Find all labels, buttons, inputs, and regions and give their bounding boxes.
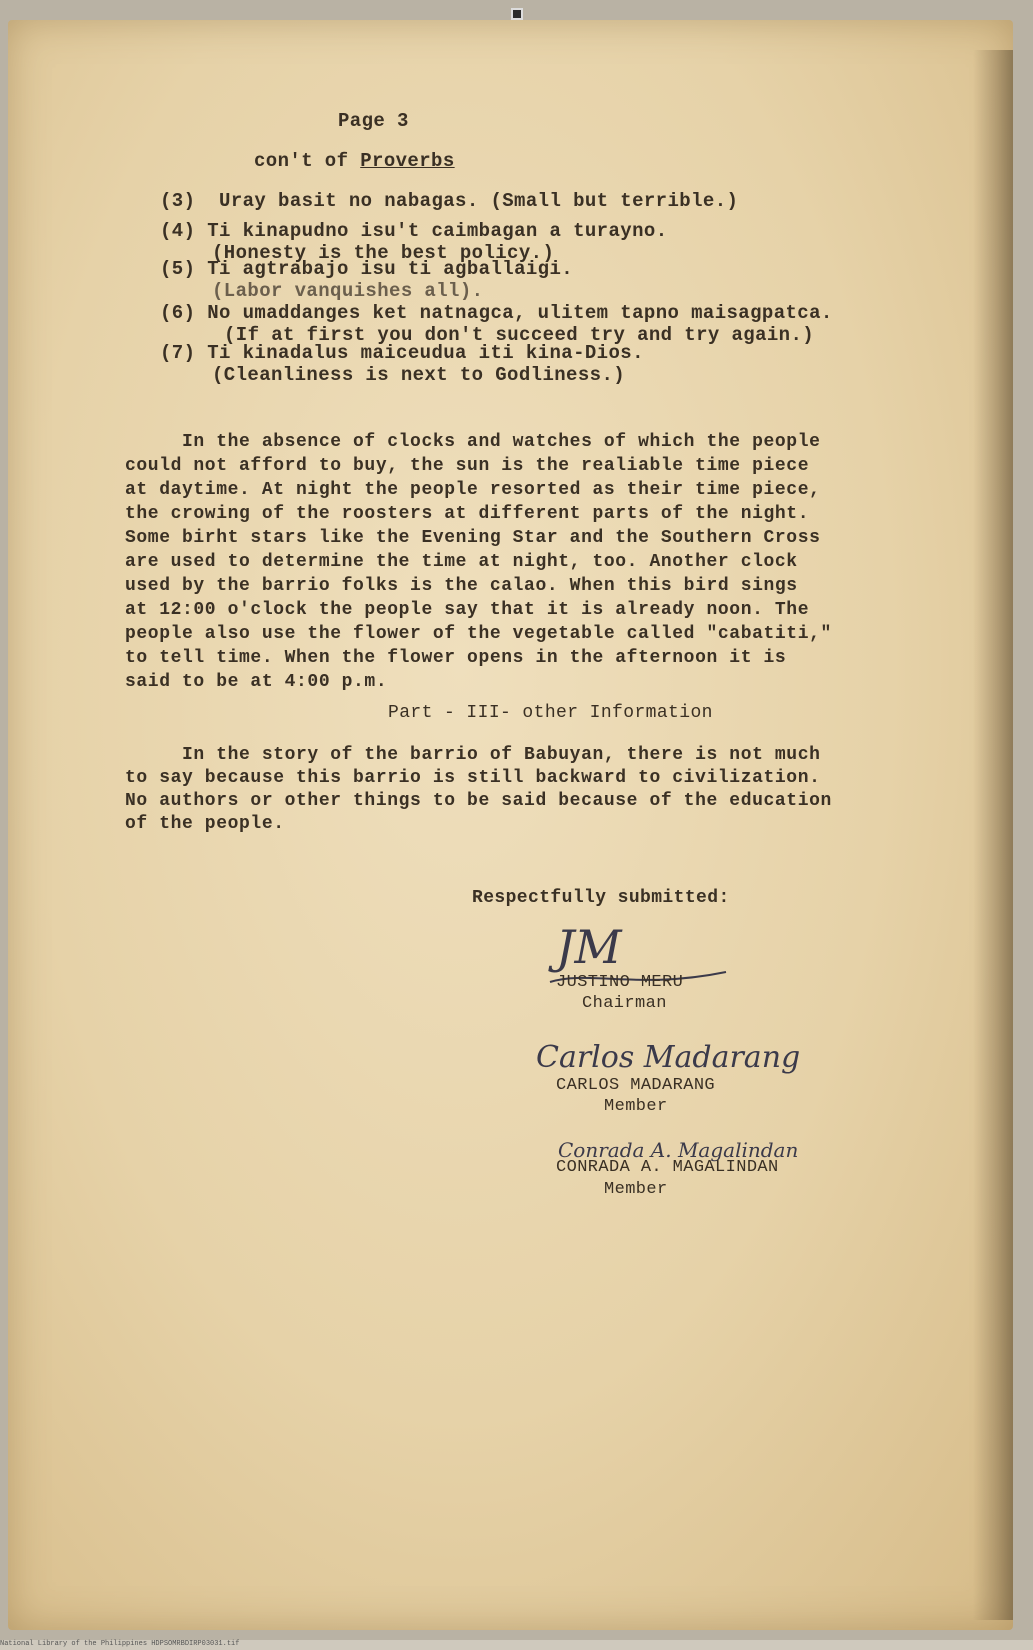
paragraph2-line: to say because this barrio is still backward to civilization. (125, 768, 821, 788)
proverb-number: (4) (160, 220, 196, 242)
signature-member-2: Conrada A. Magalindan (558, 1138, 799, 1162)
page-number: Page 3 (338, 110, 409, 132)
proverb-number: (7) (160, 342, 196, 364)
paragraph1-line: Some birht stars like the Evening Star and the Southern Cross (125, 528, 821, 548)
signatory-name: CARLOS MADARANG (556, 1076, 716, 1095)
signature-member-1: Carlos Madarang (536, 1040, 801, 1075)
paragraph1-line: used by the barrio folks is the calao. When this bird sings (125, 576, 798, 596)
proverb-6 (160, 302, 833, 324)
part3-title: Part - III- other Information (388, 703, 713, 723)
proverb-7-translation: (Cleanliness is next to Godliness.) (212, 364, 626, 386)
proverb-text: Ti kinadalus maiceudua iti kina-Dios. (207, 342, 644, 364)
footer-caption: National Library of the Philippines HDPSOMRBDIRP03031.tif (0, 1640, 1033, 1650)
paragraph2-line: No authors or other things to be said because of the education (125, 791, 832, 811)
paragraph2-line: of the people. (125, 814, 285, 834)
proverb-number: (6) (160, 302, 196, 324)
proverb-text: Uray basit no nabagas. (Small but terrible.) (219, 190, 739, 212)
proverb-3 (160, 190, 738, 212)
paragraph1-line: are used to determine the time at night, too. Another clock (125, 552, 798, 572)
signatory-name: CONRADA A. MAGALINDAN (556, 1158, 779, 1177)
proverb-text: No umaddanges ket natnagca, ulitem tapno maisagpatca. (207, 302, 833, 324)
paragraph1-line: could not afford to buy, the sun is the realiable time piece (125, 456, 810, 476)
proverb-5-translation: (Labor vanquishes all). (212, 280, 484, 302)
paragraph1-line: to tell time. When the flower opens in the afternoon it is (125, 648, 787, 668)
paragraph1-line: at daytime. At night the people resorted as their time piece, (125, 480, 821, 500)
page-edge-shadow (973, 50, 1013, 1620)
signatory-role: Member (604, 1097, 668, 1116)
proverb-4 (160, 220, 668, 242)
paragraph1-line: people also use the flower of the vegetable called "cabatiti," (125, 624, 832, 644)
signatory-role: Chairman (582, 994, 667, 1013)
signature-chairman: JM (556, 920, 622, 974)
paragraph1-line: the crowing of the roosters at different parts of the night. (125, 504, 810, 524)
proverb-text: Ti agtrabajo isu ti agballaigi. (207, 258, 574, 280)
paragraph2-line: In the story of the barrio of Babuyan, there is not much (125, 745, 821, 765)
heading-title: Proverbs (360, 150, 455, 172)
scan-marker-icon (511, 8, 523, 20)
heading-prefix: con't of (254, 150, 361, 172)
paragraph1-line: at 12:00 o'clock the people say that it is already noon. The (125, 600, 810, 620)
signatory-role: Member (604, 1180, 668, 1199)
closing-text: Respectfully submitted: (472, 888, 730, 908)
proverb-text: Ti kinapudno isu't caimbagan a turayno. (207, 220, 668, 242)
proverb-number: (3) (160, 190, 196, 212)
proverb-7 (160, 342, 644, 364)
paragraph1-line: said to be at 4:00 p.m. (125, 672, 388, 692)
proverb-4-translation: (Honesty is the best policy.) (212, 242, 555, 264)
proverb-number: (5) (160, 258, 196, 280)
signatory-name: JUSTINO MERU (556, 973, 684, 992)
proverb-5 (160, 258, 573, 280)
proverb-6-translation: (If at first you don't succeed try and try again.) (224, 324, 815, 346)
section-heading (254, 150, 455, 172)
paragraph1-line: In the absence of clocks and watches of which the people (125, 432, 821, 452)
